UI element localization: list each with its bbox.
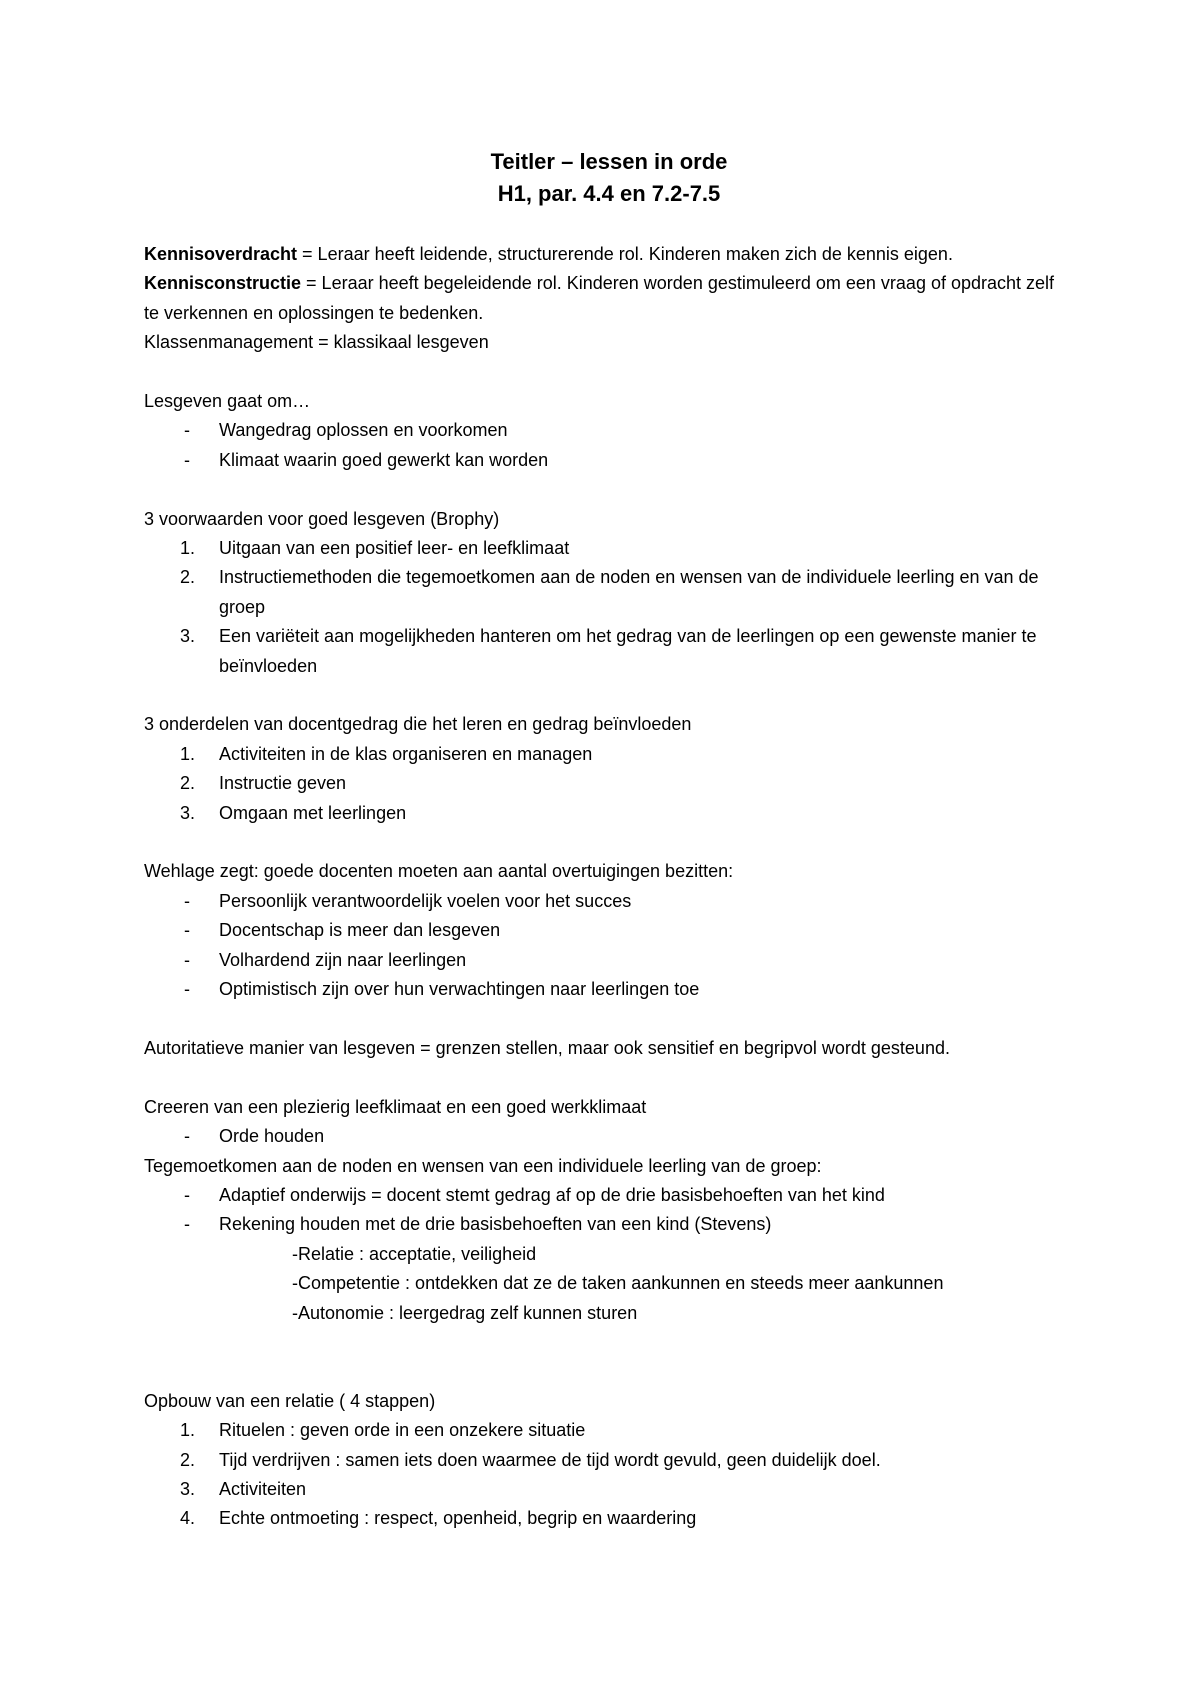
spacer — [144, 1063, 1074, 1092]
dash-marker: - — [184, 1184, 190, 1205]
text-kennisconstructie: = Leraar heeft begeleidende rol. Kinderen worden gestimuleerd om een vraag of opdracht zelf te verkennen en oplossingen te bedenken. — [144, 273, 1055, 323]
list-item — [144, 799, 1074, 828]
list-item-text: Persoonlijk verantwoordelijk voelen voor het succes — [219, 890, 632, 911]
klimaat-heading: Creeren van een plezierig leefklimaat en een goed werkklimaat — [144, 1096, 647, 1117]
number-marker: 1. — [180, 538, 196, 559]
text-kennisoverdracht: = Leraar heeft leidende, structurerende rol. Kinderen maken zich de kennis eigen. — [297, 244, 953, 264]
number-marker: 2. — [180, 773, 196, 794]
onderdelen-heading: 3 onderdelen van docentgedrag die het leren en gedrag beïnvloeden — [144, 714, 692, 735]
autoritatief-paragraph: Autoritatieve manier van lesgeven = grenzen stellen, maar ook sensitief en begripvol wordt gesteund. — [144, 1037, 950, 1058]
list-item-text: Klimaat waarin goed gewerkt kan worden — [219, 449, 549, 470]
list-item — [144, 769, 1074, 798]
list-item — [144, 1122, 1074, 1151]
number-marker: 2. — [180, 567, 196, 588]
sub-item-relatie: -Relatie : acceptatie, veiligheid — [292, 1243, 537, 1264]
list-item — [144, 534, 1074, 563]
lesgeven-heading: Lesgeven gaat om… — [144, 391, 311, 412]
list-item — [144, 916, 1074, 945]
dash-marker: - — [184, 420, 190, 441]
sub-item-competentie: -Competentie : ontdekken dat ze de taken aankunnen en steeds meer aankunnen — [292, 1273, 944, 1294]
list-item-text: Activiteiten in de klas organiseren en managen — [219, 743, 593, 764]
sub-item-autonomie: -Autonomie : leergedrag zelf kunnen sturen — [292, 1302, 638, 1323]
list-item-text: Rekening houden met de drie basisbehoeften van een kind (Stevens) — [219, 1214, 772, 1235]
list-item-text: Volhardend zijn naar leerlingen — [219, 949, 467, 970]
list-item-text: Optimistisch zijn over hun verwachtingen naar leerlingen toe — [219, 979, 700, 1000]
number-marker: 2. — [180, 1449, 196, 1470]
list-item-text: Uitgaan van een positief leer- en leefklimaat — [219, 538, 570, 559]
title-line-1: Teitler – lessen in orde — [490, 149, 728, 174]
number-marker: 3. — [180, 1478, 196, 1499]
document-title — [144, 146, 1074, 210]
spacer — [144, 681, 1074, 710]
document-content — [144, 146, 1074, 1534]
spacer — [144, 1328, 1074, 1387]
list-item — [144, 1416, 1074, 1445]
list-item — [144, 1504, 1074, 1533]
list-item — [144, 416, 1074, 445]
tegemoetkomen-heading: Tegemoetkomen aan de noden en wensen van een individuele leerling van de groep: — [144, 1155, 822, 1176]
list-item — [144, 622, 1074, 681]
voorwaarden-heading: 3 voorwaarden voor goed lesgeven (Brophy) — [144, 508, 500, 529]
term-kennisconstructie: Kennisconstructie — [144, 273, 302, 294]
list-item-text: Echte ontmoeting : respect, openheid, begrip en waardering — [219, 1508, 697, 1529]
spacer — [144, 358, 1074, 387]
relatie-list — [144, 1416, 1074, 1534]
number-marker: 4. — [180, 1508, 196, 1529]
title-line-2: H1, par. 4.4 en 7.2-7.5 — [497, 181, 721, 206]
number-marker: 3. — [180, 802, 196, 823]
list-item-text: Instructie geven — [219, 773, 347, 794]
wehlage-list — [144, 887, 1074, 1005]
list-item — [144, 975, 1074, 1004]
list-item-text: Docentschap is meer dan lesgeven — [219, 920, 501, 941]
klimaat-list — [144, 1122, 1074, 1151]
dash-marker: - — [184, 979, 190, 1000]
onderdelen-list — [144, 740, 1074, 828]
lesgeven-list — [144, 416, 1074, 475]
list-item-text: Instructiemethoden die tegemoetkomen aan de noden en wensen van de individuele leerling en van de groep — [219, 567, 1039, 617]
relatie-heading: Opbouw van een relatie ( 4 stappen) — [144, 1390, 436, 1411]
spacer — [144, 475, 1074, 504]
dash-marker: - — [184, 890, 190, 911]
definition-klassenmanagement: Klassenmanagement = klassikaal lesgeven — [144, 332, 489, 353]
dash-marker: - — [184, 920, 190, 941]
number-marker: 1. — [180, 1420, 196, 1441]
dash-marker: - — [184, 949, 190, 970]
wehlage-heading: Wehlage zegt: goede docenten moeten aan aantal overtuigingen bezitten: — [144, 861, 734, 882]
list-item — [144, 446, 1074, 475]
list-item-text: Wangedrag oplossen en voorkomen — [219, 420, 508, 441]
list-item-text: Rituelen : geven orde in een onzekere situatie — [219, 1420, 586, 1441]
voorwaarden-list — [144, 534, 1074, 681]
list-item — [144, 1181, 1074, 1210]
dash-marker: - — [184, 1126, 190, 1147]
list-item — [144, 563, 1074, 622]
list-item — [144, 1475, 1074, 1504]
list-item — [144, 946, 1074, 975]
number-marker: 3. — [180, 626, 196, 647]
list-item — [144, 740, 1074, 769]
number-marker: 1. — [180, 743, 196, 764]
spacer — [144, 828, 1074, 857]
definition-kennisoverdracht — [144, 240, 1074, 269]
list-item-text: Orde houden — [219, 1126, 325, 1147]
list-item-text: Omgaan met leerlingen — [219, 802, 407, 823]
list-item — [144, 1210, 1074, 1239]
list-item-text: Adaptief onderwijs = docent stemt gedrag af op de drie basisbehoeften van het kind — [219, 1184, 885, 1205]
definition-kennisconstructie — [144, 269, 1074, 328]
dash-marker: - — [184, 449, 190, 470]
list-item — [144, 887, 1074, 916]
tegemoetkomen-list — [144, 1181, 1074, 1240]
list-item-text: Activiteiten — [219, 1478, 307, 1499]
dash-marker: - — [184, 1214, 190, 1235]
list-item — [144, 1446, 1074, 1475]
term-kennisoverdracht: Kennisoverdracht — [144, 244, 298, 264]
list-item-text: Een variëteit aan mogelijkheden hanteren om het gedrag van de leerlingen op een gewenste manier te beïnvloeden — [219, 626, 1037, 676]
spacer — [144, 1005, 1074, 1034]
list-item-text: Tijd verdrijven : samen iets doen waarmee de tijd wordt gevuld, geen duidelijk doel. — [219, 1449, 881, 1470]
